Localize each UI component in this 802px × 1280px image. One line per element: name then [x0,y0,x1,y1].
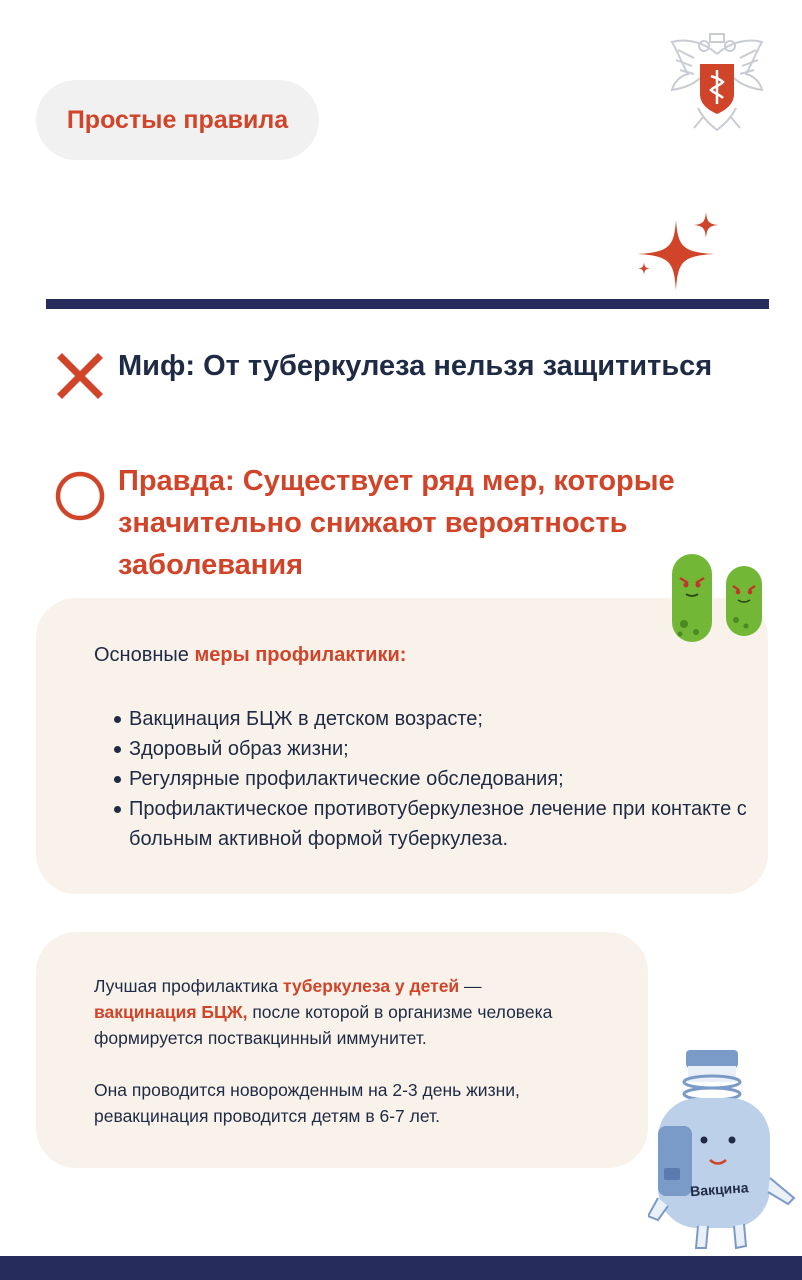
myth-statement: Миф: От туберкулеза нельзя защититься [118,350,713,382]
truth-statement: Правда: Существует ряд мер, которые значительно снижают вероятность заболевания [118,465,675,581]
measures-highlight: меры профилактики: [194,644,407,666]
bcg-text: после которой в организме человека формируется поствакцинный иммунитет. [94,1002,553,1048]
measures-title [94,644,406,667]
bcg-paragraph-1 [94,973,634,1051]
vaccine-label: Вакцина [689,1179,749,1200]
germs-icon [666,552,770,644]
list-item: Вакцинация БЦЖ в детском возрасте; [112,704,762,734]
section-pill [36,80,319,160]
circle-icon [54,470,106,522]
measures-list [112,704,762,854]
bcg-text: Лучшая профилактика [94,976,283,996]
sparkle-icon [632,206,728,296]
list-item: Здоровый образ жизни; [112,734,762,764]
cross-icon [56,352,104,400]
list-item: Регулярные профилактические обследования; [112,764,762,794]
bottom-bar [0,1256,802,1280]
section-divider [46,299,769,309]
vaccine-bottle-icon [648,1048,796,1256]
bcg-highlight: туберкулеза у детей [283,976,460,996]
bcg-text: — [459,976,482,996]
pill-label: Простые правила [66,105,289,134]
list-item: Профилактическое противотуберкулезное лечение при контакте с больным активной формой туберкулеза. [112,794,762,854]
ministry-emblem-icon [664,24,770,136]
bcg-highlight: вакцинация БЦЖ, [94,1002,248,1022]
measures-prefix: Основные [94,644,195,666]
bcg-paragraph-2: Она проводится новорожденным на 2-3 день жизни, ревакцинация проводится детям в 6-7 лет. [94,1080,520,1126]
